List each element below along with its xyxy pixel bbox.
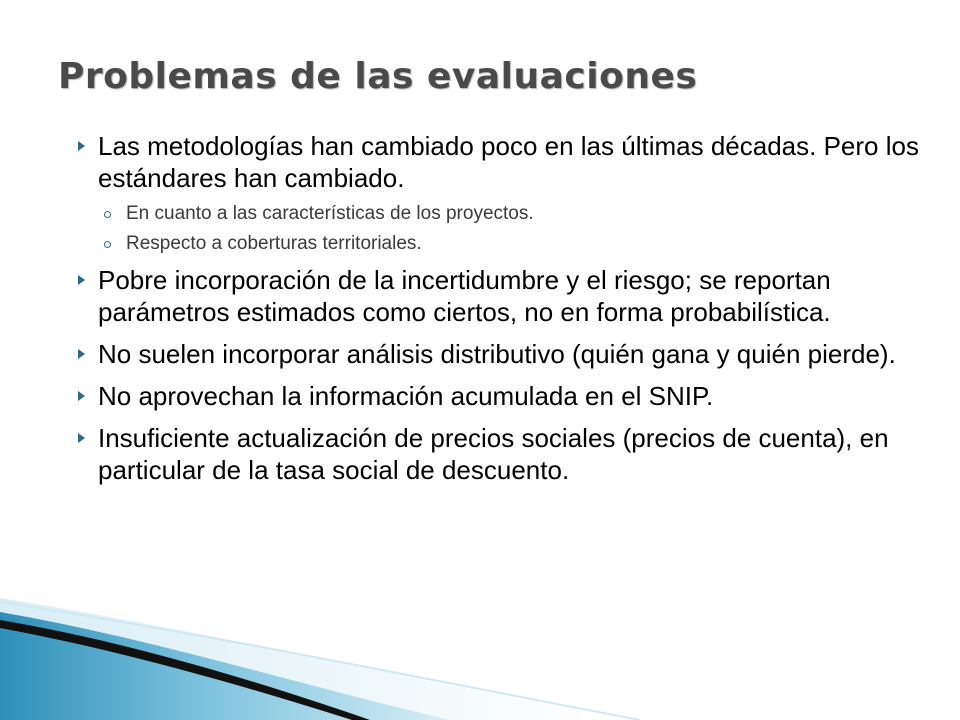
bullet-text: Pobre incorporación de la incertidumbre y el riesgo; se reportan parámetros estimados como ciertos, no en forma probabilística. <box>98 265 831 327</box>
triangle-arrow-icon <box>78 349 85 359</box>
hollow-circle-icon <box>104 211 111 218</box>
swoosh-teal-band <box>0 612 450 720</box>
bullet-text: Las metodologías han cambiado poco en las últimas décadas. Pero los estándares han cambiado. <box>98 131 919 193</box>
bullet-text: No suelen incorporar análisis distributivo (quién gana y quién pierde). <box>98 339 896 369</box>
triangle-arrow-icon <box>78 275 85 285</box>
decorative-swoosh <box>0 590 960 720</box>
triangle-arrow-icon <box>78 141 85 151</box>
bullet-item <box>66 338 936 370</box>
bullet-item <box>66 422 936 486</box>
subbullet-item <box>66 232 936 256</box>
subbullet-text: En cuanto a las características de los proyectos. <box>126 203 534 224</box>
slide-title: Problemas de las evaluaciones <box>58 56 698 97</box>
hollow-circle-icon <box>104 241 111 248</box>
subbullet-item <box>66 202 936 226</box>
bullet-item <box>66 380 936 412</box>
bullet-item <box>66 130 936 194</box>
subbullet-text: Respecto a coberturas territoriales. <box>126 233 422 254</box>
bullet-item <box>66 264 936 328</box>
bullet-list <box>66 130 936 496</box>
bullet-text: No aprovechan la información acumulada en el SNIP. <box>98 381 714 411</box>
bullet-text: Insuficiente actualización de precios sociales (precios de cuenta), en particular de la tasa social de descuento. <box>98 423 889 485</box>
triangle-arrow-icon <box>78 433 85 443</box>
triangle-arrow-icon <box>78 391 85 401</box>
